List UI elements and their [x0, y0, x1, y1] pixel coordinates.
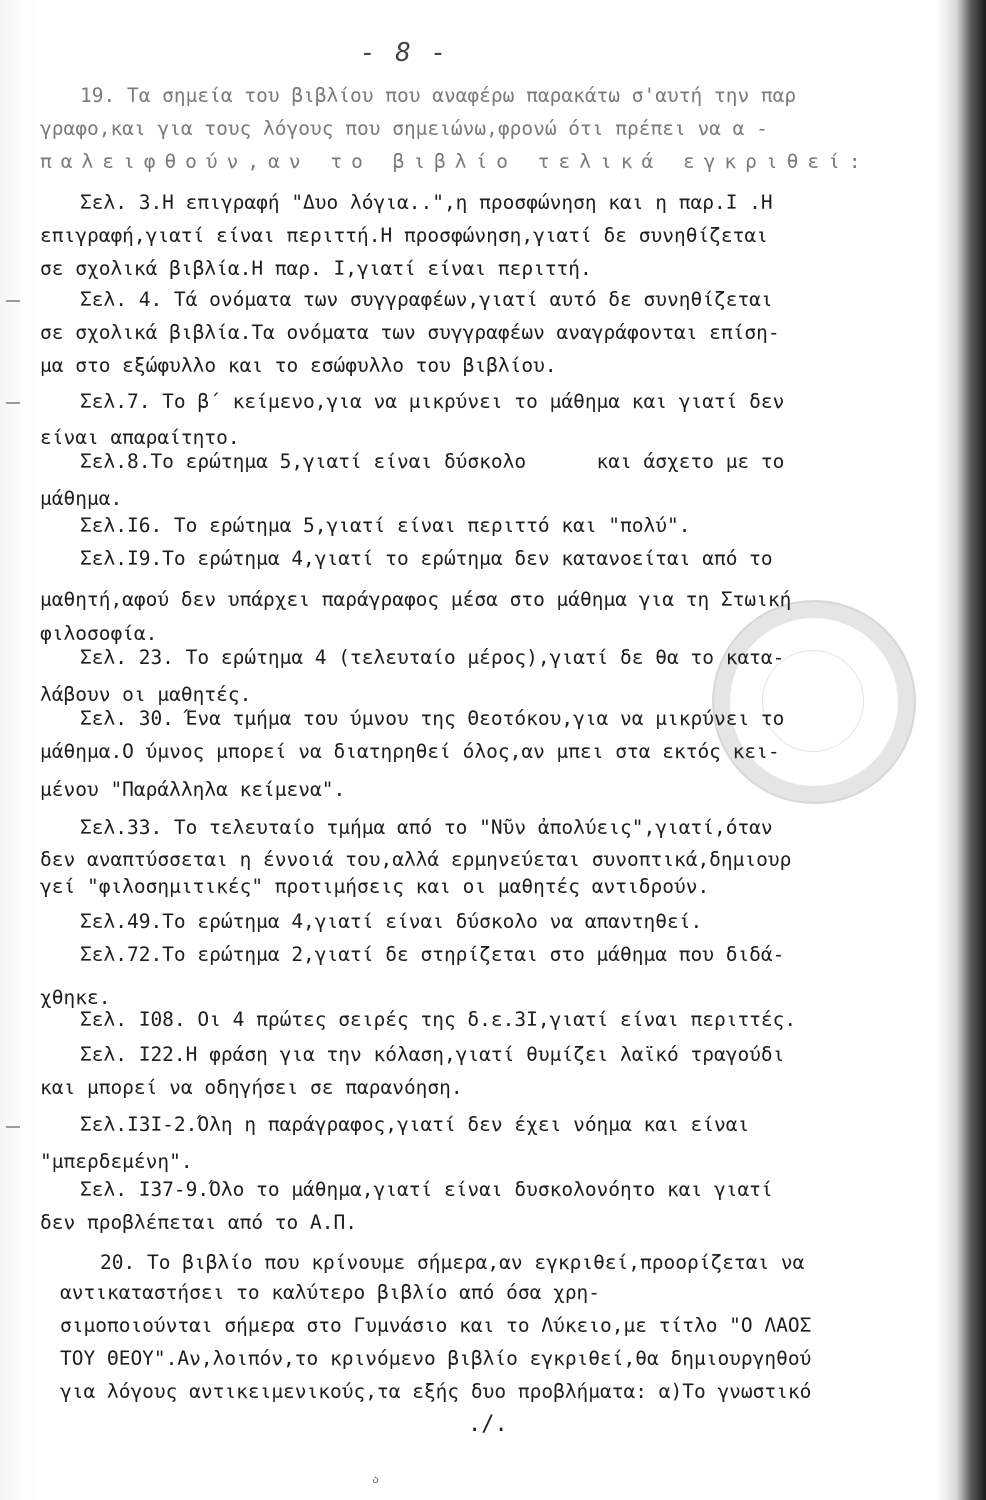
text-line: Σελ.49.Το ερώτημα 4,γιατί είναι δύσκολο να απαντηθεί.: [80, 910, 703, 933]
text-line: Σελ. 30. Ένα τμήμα του ύμνου της Θεοτόκου,για να μικρύνει το: [80, 707, 785, 730]
text-line: Σελ. Ι08. Οι 4 πρώτες σειρές της δ.ε.3Ι,γιατί είναι περιττές.: [80, 1008, 797, 1031]
text-line: είναι απαραίτητο.: [40, 426, 240, 449]
text-line: δεν αναπτύσσεται η έννοιά του,αλλά ερμηνεύεται συνοπτικά,δημιουρ: [40, 848, 792, 871]
margin-mark: [6, 1126, 20, 1128]
text-line: Σελ.8.Το ερώτημα 5,γιατί είναι δύσκολο και άσχετο με το: [80, 450, 785, 473]
text-line: επιγραφή,γιατί είναι περιττή.Η προσφώνηση,γιατί δε συνηθίζεται: [40, 224, 768, 247]
page-number: - 8 -: [360, 38, 449, 68]
text-line: "μπερδεμένη".: [40, 1150, 193, 1173]
text-line: φιλοσοφία.: [40, 622, 158, 645]
text-line: Σελ. 3.Η επιγραφή "Δυο λόγια..",η προσφώνηση και η παρ.Ι .Η: [80, 191, 773, 214]
text-line: δεν προβλέπεται από το Α.Π.: [40, 1211, 357, 1234]
text-line: Σελ. 4. Τά ονόματα των συγγραφέων,γιατί αυτό δε συνηθίζεται: [80, 288, 773, 311]
text-line: Σελ.Ι6. Το ερώτημα 5,γιατί είναι περιττό και "πολύ".: [80, 514, 691, 537]
margin-mark: [6, 402, 20, 404]
bottom-mark: ა: [372, 1472, 380, 1486]
text-line: Σελ. 23. Το ερώτημα 4 (τελευταίο μέρος),γιατί δε θα το κατα-: [80, 646, 785, 669]
text-line: σε σχολικά βιβλία.Τα ονόματα των συγγραφέων αναγράφονται επίση-: [40, 321, 780, 344]
text-line: λάβουν οι μαθητές.: [40, 683, 252, 706]
official-stamp: [712, 600, 916, 804]
text-line: Σελ.72.Το ερώτημα 2,γιατί δε στηρίζεται στο μάθημα που διδά-: [80, 943, 785, 966]
text-line: Σελ. Ι37-9.Όλο το μάθημα,γιατί είναι δυσκολονόητο και γιατί: [80, 1178, 773, 1201]
text-line: αντικαταστήσει το καλύτερο βιβλίο από όσα χρη-: [60, 1281, 601, 1304]
text-line: και μπορεί να οδηγήσει σε παρανόηση.: [40, 1076, 463, 1099]
continuation-mark: ./.: [468, 1412, 508, 1437]
text-line: μαθητή,αφού δεν υπάρχει παράγραφος μέσα στο μάθημα για τη Στωική: [40, 588, 792, 611]
text-line: μάθημα.Ο ύμνος μπορεί να διατηρηθεί όλος,αν μπει στα εκτός κει-: [40, 740, 780, 763]
text-line: Σελ.Ι3Ι-2.Όλη η παράγραφος,γιατί δεν έχει νόημα και είναι: [80, 1113, 750, 1136]
text-line: ΤΟΥ ΘΕΟΥ".Αν,λοιπόν,το κρινόμενο βιβλίο εγκριθεί,θα δημιουργηθού: [60, 1347, 812, 1370]
text-line: Σελ. Ι22.Η φράση για την κόλαση,γιατί θυμίζει λαϊκό τραγούδι: [80, 1043, 785, 1066]
text-line: Σελ.7. Το β΄ κείμενο,για να μικρύνει το μάθημα και γιατί δεν: [80, 390, 785, 413]
text-line: μένου "Παράλληλα κείμενα".: [40, 778, 346, 801]
text-line: γεί "φιλοσημιτικές" προτιμήσεις και οι μαθητές αντιδρούν.: [40, 875, 710, 898]
text-line: 19. Τα σημεία του βιβλίου που αναφέρω παρακάτω σ'αυτή την παρ: [80, 84, 797, 107]
text-line: Σελ.Ι9.Το ερώτημα 4,γιατί το ερώτημα δεν κατανοείται από το: [80, 547, 773, 570]
text-line: 20. Το βιβλίο που κρίνουμε σήμερα,αν εγκριθεί,προορίζεται να: [100, 1251, 805, 1274]
text-line: για λόγους αντικειμενικούς,τα εξής δυο προβλήματα: α)Το γνωστικό: [60, 1380, 812, 1403]
text-line: χθηκε.: [40, 986, 111, 1009]
text-line: μάθημα.: [40, 487, 123, 510]
text-line: Σελ.33. Το τελευταίο τμήμα από το "Νῦν ἀπολύεις",γιατί,όταν: [80, 816, 773, 839]
text-line: παλειφθούν,αν το βιβλίο τελικά εγκριθεί:: [40, 150, 870, 173]
margin-mark: [6, 300, 20, 302]
text-line: γραφο,και για τους λόγους που σημειώνω,φρονώ ότι πρέπει να α -: [40, 117, 768, 140]
text-line: σε σχολικά βιβλία.Η παρ. Ι,γιατί είναι περιττή.: [40, 257, 592, 280]
text-line: μα στο εξώφυλλο και το εσώφυλλο του βιβλίου.: [40, 354, 557, 377]
text-line: σιμοποιούνται σήμερα στο Γυμνάσιο και το Λύκειο,με τίτλο "Ο ΛΑΟΣ: [60, 1314, 812, 1337]
